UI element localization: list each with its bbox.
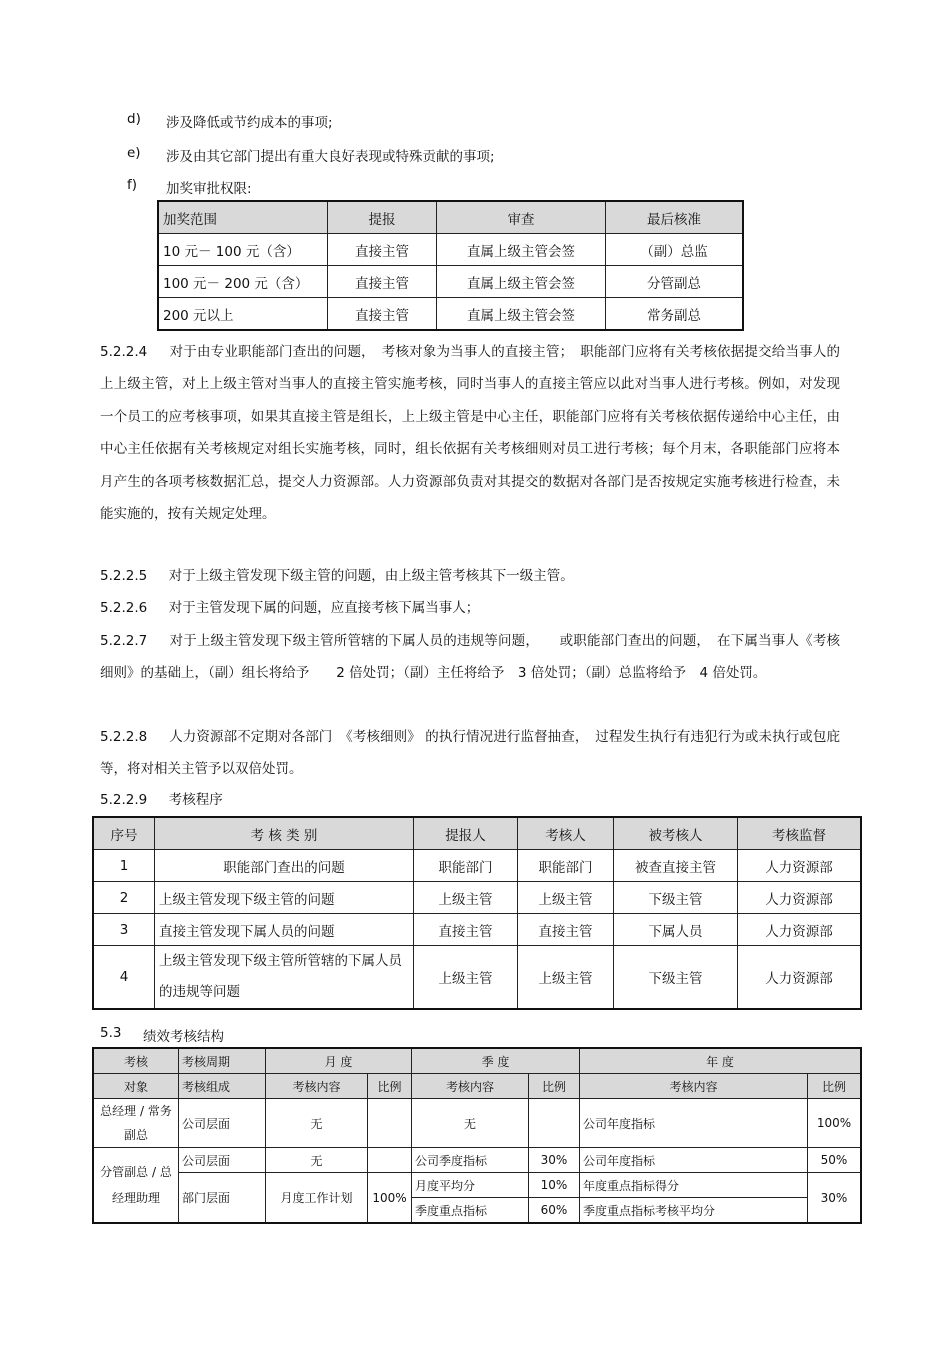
section-title: 绩效考核结构 xyxy=(143,1029,224,1045)
table-cell: 上级主管发现下级主管的问题 xyxy=(155,882,414,914)
table-cell: 直属上级主管会签 xyxy=(437,266,606,298)
table-header: 年 度 xyxy=(580,1048,862,1074)
table-row xyxy=(93,1099,861,1148)
table-cell: 200 元以上 xyxy=(158,298,328,331)
table-cell: 无 xyxy=(266,1099,368,1148)
table-cell: 上级主管 xyxy=(518,946,614,1010)
section-number: 5.3 xyxy=(100,1025,122,1041)
table-cell: 人力资源部 xyxy=(738,850,862,882)
table-cell: 职能部门 xyxy=(518,850,614,882)
table-row xyxy=(93,882,861,914)
table-cell: 人力资源部 xyxy=(738,946,862,1010)
table-cell: 上级主管 xyxy=(518,882,614,914)
section-number: 5.2.2.6 xyxy=(100,600,148,616)
table-header: 比例 xyxy=(368,1074,412,1099)
table-cell: 公司年度指标 xyxy=(580,1099,808,1148)
table-cell: 下属人员 xyxy=(614,914,738,946)
paragraph-text: 人力资源部不定期对各部门 《考核细则》 的执行情况进行监督抽查， 过程发生执行有违犯行为或未执行或包庇等，将对相关主管予以双倍处罚。 xyxy=(100,729,840,778)
paragraph-5-2-2-5 xyxy=(100,560,840,592)
list-marker: f) xyxy=(127,177,138,193)
section-number: 5.2.2.5 xyxy=(100,568,148,584)
section-number: 5.2.2.8 xyxy=(100,729,148,745)
table-header: 提报人 xyxy=(414,817,518,850)
table-header: 对象 xyxy=(93,1074,179,1099)
table-header: 考核内容 xyxy=(412,1074,529,1099)
table-row xyxy=(158,298,743,331)
table-row xyxy=(93,914,861,946)
table-header: 考核组成 xyxy=(179,1074,266,1099)
paragraph-5-2-2-8 xyxy=(100,721,840,786)
assessment-procedure-table xyxy=(92,816,862,1010)
table-cell: 直属上级主管会签 xyxy=(437,234,606,266)
list-item-text: 加奖审批权限: xyxy=(166,181,252,197)
table-cell: 60% xyxy=(529,1198,580,1224)
table-cell: 直属上级主管会签 xyxy=(437,298,606,331)
table-cell: 常务副总 xyxy=(606,298,744,331)
table-header: 季 度 xyxy=(412,1048,580,1074)
table-cell: 总经理 / 常务副总 xyxy=(93,1099,179,1148)
table-header: 月 度 xyxy=(266,1048,412,1074)
table-cell: 直接主管 xyxy=(328,266,437,298)
table-cell: 无 xyxy=(412,1099,529,1148)
table-cell: 公司年度指标 xyxy=(580,1148,808,1173)
list-marker: d) xyxy=(127,111,141,127)
table-cell: 下级主管 xyxy=(614,882,738,914)
table-row xyxy=(158,266,743,298)
table-cell: 被查直接主管 xyxy=(614,850,738,882)
table-cell: 月度平均分 xyxy=(412,1173,529,1198)
table-cell xyxy=(368,1099,412,1148)
table-cell xyxy=(368,1148,412,1173)
table-cell: 1 xyxy=(93,850,155,882)
list-item-text: 涉及降低或节约成本的事项; xyxy=(166,115,333,131)
table-header: 考核内容 xyxy=(580,1074,808,1099)
table-cell: 30% xyxy=(808,1173,862,1224)
table-row xyxy=(93,1173,861,1198)
section-number: 5.2.2.9 xyxy=(100,792,148,808)
table-header: 比例 xyxy=(808,1074,862,1099)
section-number: 5.2.2.4 xyxy=(100,344,148,360)
paragraph-5-2-2-6 xyxy=(100,592,840,624)
table-cell: 50% xyxy=(808,1148,862,1173)
table-header: 序号 xyxy=(93,817,155,850)
table-header: 考核监督 xyxy=(738,817,862,850)
table-cell: 季度重点指标 xyxy=(412,1198,529,1224)
table-cell: 上级主管 xyxy=(414,946,518,1010)
table-cell: 100 元－ 200 元（含） xyxy=(158,266,328,298)
table-cell: 3 xyxy=(93,914,155,946)
table-cell: 2 xyxy=(93,882,155,914)
table-cell: 上级主管发现下级主管所管辖的下属人员的违规等问题 xyxy=(155,946,414,1010)
table-header: 考核内容 xyxy=(266,1074,368,1099)
table-cell: 月度工作计划 xyxy=(266,1173,368,1224)
table-cell: 100% xyxy=(368,1173,412,1224)
section-number: 5.2.2.7 xyxy=(100,633,148,649)
table-cell: 公司季度指标 xyxy=(412,1148,529,1173)
table-cell: 直接主管 xyxy=(518,914,614,946)
table-header: 考核人 xyxy=(518,817,614,850)
table-header: 考核 xyxy=(93,1048,179,1074)
paragraph-5-2-2-7 xyxy=(100,625,840,690)
table-cell: 人力资源部 xyxy=(738,914,862,946)
table-header: 审查 xyxy=(437,201,606,234)
table-cell: 职能部门 xyxy=(414,850,518,882)
paragraph-text: 对于上级主管发现下级主管所管辖的下属人员的违规等问题， 或职能部门查出的问题， 在下属当事人《考核细则》的基础上，（副）组长将给予 2 倍处罚；（副）主任将给予 3 倍处罚；（副）总监将给予 4 倍处罚。 xyxy=(100,633,840,682)
paragraph-text: 对于上级主管发现下级主管的问题，由上级主管考核其下一级主管。 xyxy=(168,568,574,584)
table-header: 加奖范围 xyxy=(158,201,328,234)
bonus-approval-table xyxy=(157,200,744,331)
table-row xyxy=(93,850,861,882)
table-cell: 职能部门查出的问题 xyxy=(155,850,414,882)
performance-structure-table xyxy=(92,1047,862,1224)
table-cell xyxy=(529,1099,580,1148)
table-cell: 上级主管 xyxy=(414,882,518,914)
table-cell: 无 xyxy=(266,1148,368,1173)
paragraph-text: 对于主管发现下属的问题，应直接考核下属当事人； xyxy=(168,600,480,616)
table-cell: 公司层面 xyxy=(179,1148,266,1173)
table-cell: 下级主管 xyxy=(614,946,738,1010)
table-cell: 10 元－ 100 元（含） xyxy=(158,234,328,266)
table-cell: 公司层面 xyxy=(179,1099,266,1148)
table-cell: 年度重点指标得分 xyxy=(580,1173,808,1198)
table-header: 比例 xyxy=(529,1074,580,1099)
table-header: 被考核人 xyxy=(614,817,738,850)
paragraph-text: 考核程序 xyxy=(168,792,223,808)
table-header: 提报 xyxy=(328,201,437,234)
table-cell: 直接主管 xyxy=(328,234,437,266)
table-cell: 4 xyxy=(93,946,155,1010)
table-cell: 30% xyxy=(529,1148,580,1173)
table-cell: 直接主管 xyxy=(328,298,437,331)
table-cell: 分管副总 / 总经理助理 xyxy=(93,1148,179,1224)
table-cell: 直接主管 xyxy=(414,914,518,946)
table-row xyxy=(93,946,861,1010)
paragraph-5-2-2-9 xyxy=(100,784,840,816)
list-marker: e) xyxy=(127,145,141,161)
table-cell: 10% xyxy=(529,1173,580,1198)
paragraph-5-2-2-4 xyxy=(100,336,840,530)
table-cell: （副）总监 xyxy=(606,234,744,266)
table-cell: 季度重点指标考核平均分 xyxy=(580,1198,808,1224)
table-cell: 分管副总 xyxy=(606,266,744,298)
table-cell: 人力资源部 xyxy=(738,882,862,914)
table-cell: 100% xyxy=(808,1099,862,1148)
table-row xyxy=(93,1148,861,1173)
table-cell: 部门层面 xyxy=(179,1173,266,1224)
paragraph-text: 对于由专业职能部门查出的问题， 考核对象为当事人的直接主管； 职能部门应将有关考核依据提交给当事人的上上级主管，对上上级主管对当事人的直接主管实施考核，同时当事人的直接主管应以此对当事人进行考核。例如，对发现一个员工的应考核事项，如果其直接主管是组长，上上级主管是中心主任，职能部门应将有关考核依据传递给中心主任，由中心主任依据有关考核规定对组长实施考核，同时，组长依据有关考核细则对员工进行考核；每个月末，各职能部门应将本月产生的各项考核数据汇总，提交人力资源部。人力资源部负责对其提交的数据对各部门是否按规定实施考核进行检查，未能实施的，按有关规定处理。 xyxy=(100,344,840,523)
table-header: 最后核准 xyxy=(606,201,744,234)
table-header: 考 核 类 别 xyxy=(155,817,414,850)
table-header: 考核周期 xyxy=(179,1048,266,1074)
table-row xyxy=(158,234,743,266)
list-item-text: 涉及由其它部门提出有重大良好表现或特殊贡献的事项; xyxy=(166,149,495,165)
table-cell: 直接主管发现下属人员的问题 xyxy=(155,914,414,946)
